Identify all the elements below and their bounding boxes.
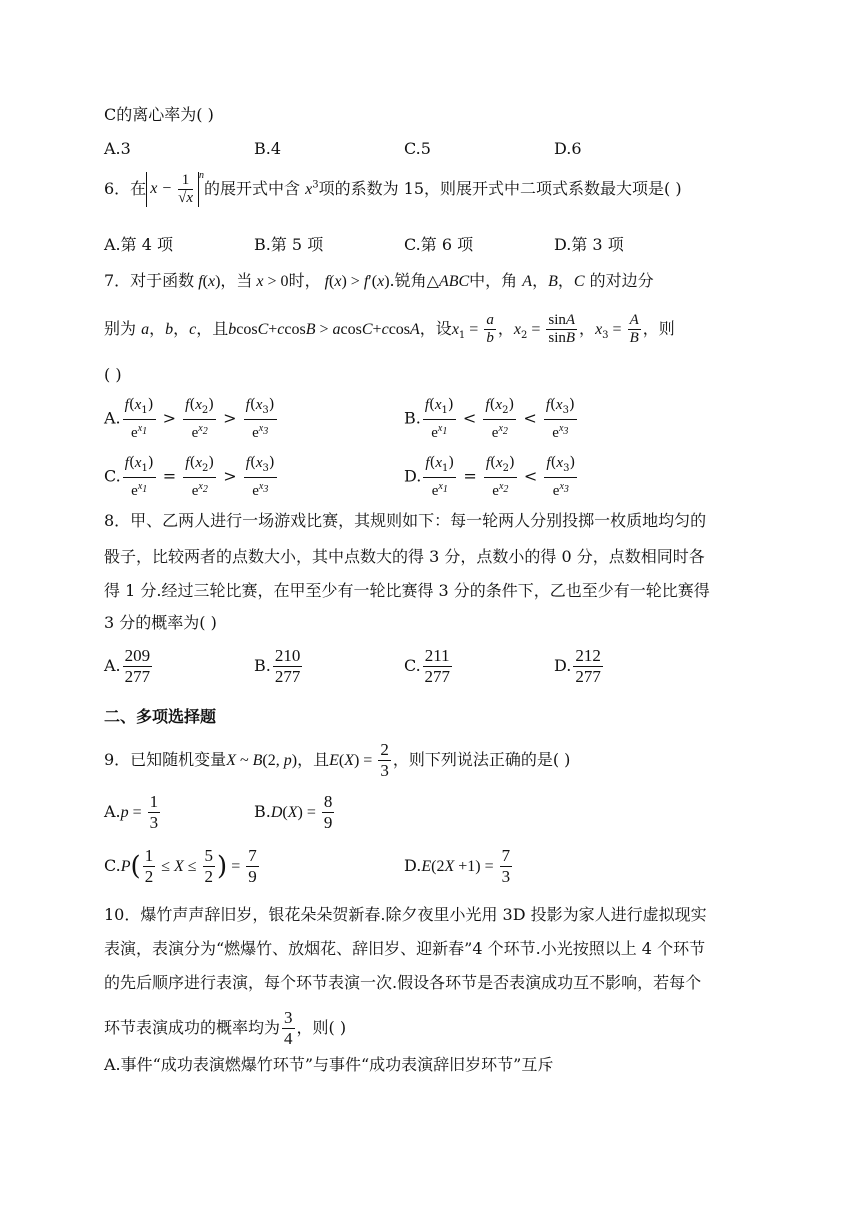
q6-option-a: A.第 4 项: [104, 235, 173, 254]
q5-tail: [104, 104, 214, 126]
q5-option-a: A.3: [104, 139, 131, 158]
q7-text-2d: ，则: [642, 319, 675, 338]
q8-option-c-den: 277: [424, 667, 450, 686]
q5-option-c: C.5: [404, 139, 431, 158]
q6-binomial: x − $\frac{1}{√x}$: [146, 172, 199, 207]
q7-option-a: A. $\frac{f(x_1)}{e^{x_1}}$ > $\frac{f(x_2)}{e^{x_2}}$ > $\frac{f(x_3)}{e^{x_3}}$: [104, 395, 275, 441]
q8-option-b-den: 277: [274, 667, 301, 686]
q7-option-d-label: D.: [404, 466, 422, 486]
q7-text-1e: 中，角: [469, 271, 518, 290]
q6-suffix2: 项的系数为 15，则展开式中二项式系数最大项是( ): [318, 179, 682, 198]
q8-option-b-num: 210: [274, 646, 301, 665]
q7-text-2a: 别为: [104, 319, 137, 338]
q10-line3: 的先后顺序进行表演，每个环节表演一次.假设各环节是否表演成功互不影响，若每个: [104, 973, 702, 992]
q7-text-1c: 时，: [288, 271, 321, 290]
q9-option-d-label: D.: [404, 856, 422, 875]
q8-option-b-label: B.: [254, 656, 271, 675]
q7-text-1a: 7．对于函数: [104, 271, 195, 290]
q5-option-d: D.6: [554, 139, 582, 158]
q6-option-c: C.第 6 项: [404, 235, 474, 254]
q8-line2: 骰子，比较两者的点数大小，其中点数大的得 3 分，点数小的得 0 分，点数相同时各: [104, 547, 705, 566]
q8-option-d: [554, 646, 605, 687]
q8-line3: 得 1 分.经过三轮比赛，在甲至少有一轮比赛得 3 分的条件下，乙也至少有一轮比赛得: [104, 581, 710, 600]
q8-option-a-den: 277: [124, 667, 151, 686]
q7-line1: 7．对于函数 f(x)，当 x > 0时， f(x) > f′(x).锐角△ABC中，角 A，B，C 的对边分: [104, 271, 654, 290]
q8-option-c-label: C.: [404, 656, 421, 675]
q7-option-c: C. $\frac{f(x_1)}{e^{x_1}}$ = $\frac{f(x_2)}{e^{x_2}}$ > $\frac{f(x_3)}{e^{x_3}}$: [104, 453, 275, 499]
section-heading-multiple-choice: 二、多项选择题: [104, 707, 217, 726]
q7-option-d: D. $\frac{f(x_1)}{e^{x_1}}$ = $\frac{f(x_2)}{e^{x_2}}$ < $\frac{f(x_3)}{e^{x_3}}$: [404, 453, 576, 499]
q9-option-b: B.D(X) = $\frac{8}{9}$: [254, 792, 333, 832]
q9-prefix: 9．已知随机变量: [104, 750, 227, 769]
q9-option-a: A.p = $\frac{1}{3}$: [104, 792, 159, 832]
q7-text-2c: ，设: [419, 319, 452, 338]
q8-option-d-den: 277: [575, 667, 601, 686]
q8-option-d-num: 212: [575, 646, 601, 665]
q7-text-1d: .锐角△: [389, 271, 439, 290]
q7-option-c-label: C.: [104, 466, 121, 486]
q8-option-c-num: 211: [424, 646, 450, 665]
q8-option-a: [104, 646, 154, 687]
q7-text-1f: 的对边分: [589, 271, 654, 290]
q5-option-b: B.4: [254, 139, 282, 158]
q8-line4: 3 分的概率为( ): [104, 613, 217, 632]
q9-stem: 9．已知随机变量X ~ B(2, p)，且E(X) = $\frac{2}{3}$ ，则下列说法正确的是( ): [104, 740, 571, 780]
q9-option-b-label: B.: [254, 802, 271, 821]
q9-option-d: D.E(2X +1) = $\frac{7}{3}$: [404, 846, 511, 886]
q8-option-d-label: D.: [554, 656, 572, 675]
q7-paren: ( ): [104, 365, 122, 384]
q6-prefix: 6．在: [104, 179, 147, 198]
q5-tail-text: C的离心率为( ): [104, 105, 214, 124]
q8-option-b: [254, 646, 304, 687]
q7-option-b: B. $\frac{f(x_1)}{e^{x_1}}$ < $\frac{f(x_2)}{e^{x_2}}$ < $\frac{f(x_3)}{e^{x_3}}$: [404, 395, 575, 441]
q10-line2: 表演，表演分为“燃爆竹、放烟花、辞旧岁、迎新春”4 个环节.小光按照以上 4 个环节: [104, 939, 706, 958]
q10-line4-text: 环节表演成功的概率均为: [104, 1018, 281, 1037]
q7-text-1b: ，当: [220, 271, 253, 290]
q7-option-b-label: B.: [404, 408, 421, 428]
q6-stem: 6．在 x − $\frac{1}{√x}$ $^n$的展开式中含 $x^3$项的系数为 15，则展开式中二项式系数最大项是( ): [104, 169, 682, 206]
q9-mid: ，且: [297, 750, 330, 769]
q10-line4: 环节表演成功的概率均为 $\frac{3}{4}$ ，则( ): [104, 1008, 347, 1048]
q6-option-d: D.第 3 项: [554, 235, 624, 254]
q7-option-a-label: A.: [104, 408, 121, 428]
q10-option-a: A.事件“成功表演燃爆竹环节”与事件“成功表演辞旧岁环节”互斥: [104, 1055, 554, 1074]
q6-suffix: 的展开式中含: [204, 179, 301, 198]
q8-option-a-num: 209: [124, 646, 151, 665]
q8-option-a-label: A.: [104, 656, 121, 675]
q10-line4-tail: ，则( ): [296, 1018, 347, 1037]
q8-line1: 8．甲、乙两人进行一场游戏比赛，其规则如下：每一轮两人分别投掷一枚质地均匀的: [104, 511, 707, 530]
q9-suffix: ，则下列说法正确的是( ): [392, 750, 571, 769]
q6-option-b: B.第 5 项: [254, 235, 324, 254]
q9-option-a-label: A.: [104, 802, 121, 821]
q10-line1: 10．爆竹声声辞旧岁，银花朵朵贺新春.除夕夜里小光用 3D 投影为家人进行虚拟现实: [104, 905, 707, 924]
q7-line2: 别为 a，b，c，且bcosC+ccosB > acosC+ccosA，设$x_1$ = $\frac{a}{b}$ ，$x_2$ = $\frac{\sin A}{\sin B}$ ，$x_3$ = $\frac{A}{B}$ ，则: [104, 312, 675, 346]
q8-option-c: [404, 646, 454, 687]
q9-option-c-label: C.: [104, 856, 121, 875]
q9-option-c: C.P( $\frac{1}{2}$ ≤ X ≤ $\frac{5}{2}$ ) = $\frac{7}{9}$: [104, 846, 257, 886]
q7-text-2b: ，且: [196, 319, 229, 338]
